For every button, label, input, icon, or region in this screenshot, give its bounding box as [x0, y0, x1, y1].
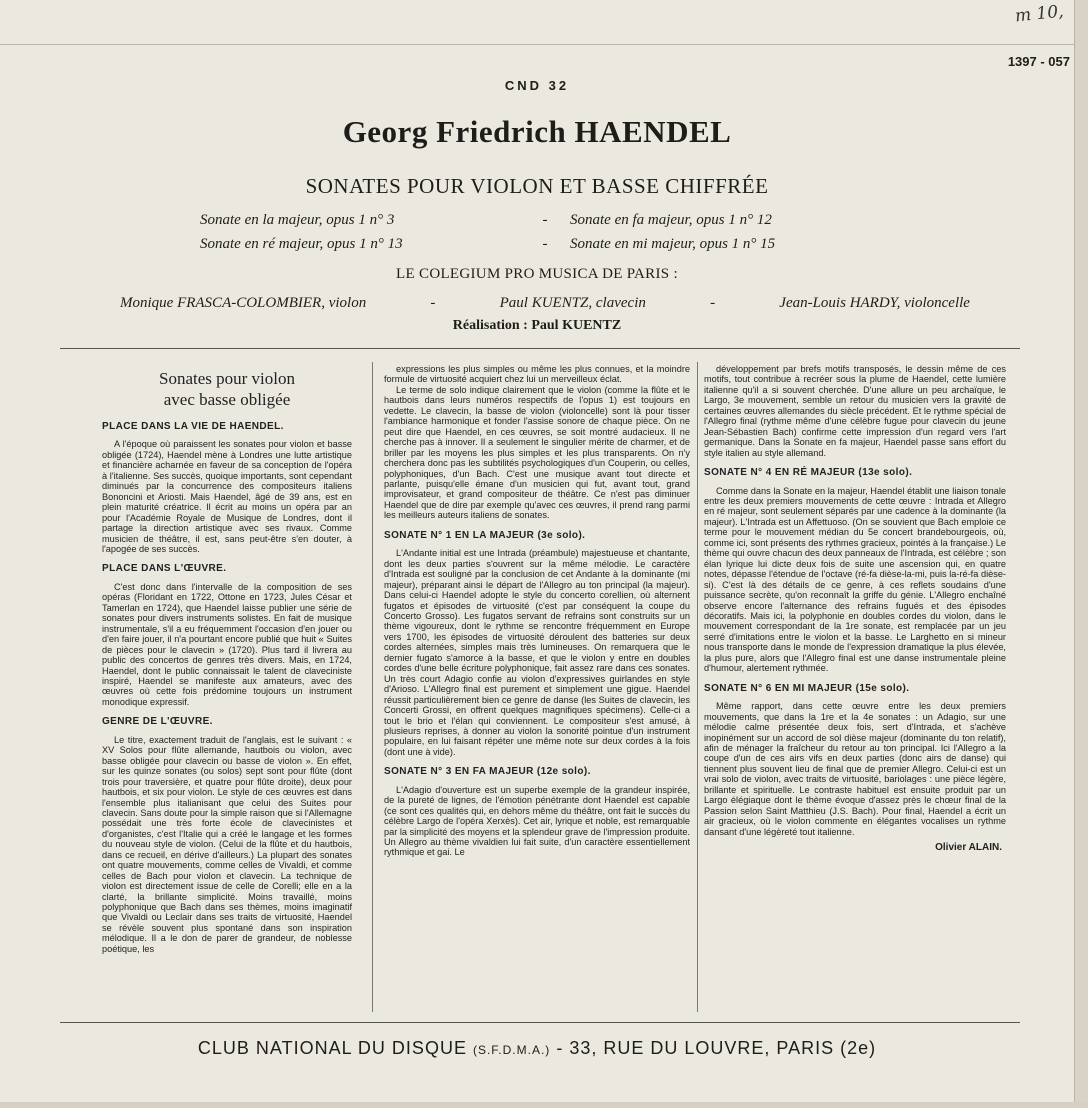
- performer-harpsichord: Paul KUENTZ, clavecin: [499, 295, 646, 311]
- composer-title: Georg Friedrich HAENDEL: [342, 114, 732, 149]
- publisher-name: CLUB NATIONAL DU DISQUE: [197, 1038, 467, 1058]
- realisation-credit: Réalisation : Paul KUENTZ: [452, 318, 622, 333]
- liner-notes-column-1: [102, 364, 352, 954]
- section-text: Même rapport, dans cette œuvre entre les deux premiers mouvements, que dans la 1re et la 4e sonates : un Adagio, sur une mélodie calme présentée deux fois, sert d'Intrada, et s'achève inopinément sur un accord de sol dièse majeur (dominante du ton relatif), afin de ménager la fraîcheur du retour au ton principal. Ici l'Allegro a la coupe d'un de ces airs vifs en deux parties (donc airs de danse) qui tiennent plus souvent lieu de final que de premier Allegro. Celui-ci est un vrai solo de violon, avec traits de virtuosité, bariolages : une pièce légère, brillante et spirituelle. Le contraste habituel est ensuite produit par un Largo élégiaque dont le thème évoque d'assez près le chœur final de la Passion selon Saint Matthieu (J.S. Bach). Pour final, Haendel a écrit un air gracieux, où le violon commente en élégantes vocalises un rythme dansant d'une légèreté tout italienne.: [704, 701, 1006, 837]
- work-subtitle: SONATES POUR VIOLON ET BASSE CHIFFRÉE: [305, 174, 769, 198]
- section-text: Comme dans la Sonate en la majeur, Haendel établit une liaison tonale entre les deux premiers mouvements de cette œuvre : Intrada et Allegro en ré majeur, sont seulement séparés par une cadence à la dominante (la majeur). L'Intrada est un Affettuoso. (On se souvient que Bach emploie ce terme pour le mouvement médian du 5e concert brandebourgeois, où, comme ici, sont présents des rythmes gracieux, pointés à la française.) Le thème qui ouvre chacun des deux panneaux de l'Intrada, est célèbre ; son élan lyrique lui dicte deux fois de suite une ascension qui, en quatre notes, dépasse l'étendue de l'octave (ré-fa dièse-la-mi, puis la-ré-fa dièse-si). C'est là des détails de ce genre, à ces reflets soudains d'une puissance secrète, qu'on reconnaît la griffe du génie. L'Allegro enchaîné observe encore l'alternance des refrains fugués et des épisodes décoratifs. Mais ici, la polyphonie en doubles cordes du violon, dans le mouvement correspondant de la 1re sonate, est remplacée par un jeu serré d'imitations entre le violon et la basse. Le Larghetto en si mineur nous transporte dans le monde de l'expression dramatique la plus élevée, la plus pure, alors que l'Allegro final est une danse instrumentale pleine d'humour, alertement rythmée.: [704, 485, 1006, 674]
- handwritten-mark: m 10,: [1014, 1, 1065, 27]
- sonata-title: Sonate en ré majeur, opus 1 n° 13: [200, 236, 403, 252]
- column-divider: [372, 362, 373, 1012]
- section-heading: SONATE N° 3 EN FA MAJEUR (12e solo).: [384, 766, 591, 778]
- section-heading: SONATE N° 1 EN LA MAJEUR (3e solo).: [384, 529, 586, 541]
- section-heading: SONATE N° 4 EN RÉ MAJEUR (13e solo).: [704, 467, 913, 479]
- section-heading: SONATE N° 6 EN MI MAJEUR (15e solo).: [704, 682, 910, 694]
- sonata-list: [200, 208, 900, 256]
- sleeve-bottom-edge: [0, 1102, 1088, 1108]
- footer-rule: [60, 1022, 1020, 1023]
- performer-violin: Monique FRASCA-COLOMBIER, violon: [120, 295, 367, 311]
- separator: -: [710, 295, 716, 311]
- liner-notes-column-2: [384, 364, 690, 858]
- section-text: Le titre, exactement traduit de l'anglais, est le suivant : « XV Solos pour flûte allemande, hautbois ou violon, avec basse obligée pour clavecin ou basse de violon ». En effet, sur les quinze sonates (ou solos) sept sont pour flûte (dont trois pour traversière, et quatre pour flûte droite), deux pour hautbois, et six pour violon. Le style de ces œuvres est dans l'ensemble plus italianisant que celui des Suites pour clavecin. Sans doute pour la simple raison que si l'Allemagne possédait une très forte école de clavecinistes et d'organistes, c'est l'Italie qui a créé le langage et les formes du nouveau style de violon. (Celui de la flûte et du hautbois, dans ce recueil, en dérive d'ailleurs.) La plupart des sonates ont quatre mouvements, comme celles de Vivaldi, et comme celles de Bach pour violon et clavecin. La technique de violon est directement issue de celle de Corelli; elle en a la clarté, la brillante simplicité. Moins travaillé, moins polyphonique que Bach dans ses thèmes, moins imaginatif que Vivaldi ou Leclair dans ses traits de virtuosité, Haendel se révèle souvent plus spontané dans son inspiration mélodique. Il a le don de parer de grandeur, de noblesse poétique, les: [102, 734, 352, 954]
- sonata-row: [200, 232, 900, 256]
- separator: -: [542, 212, 548, 228]
- publisher-footer: [0, 1038, 1074, 1059]
- header-rule: [60, 348, 1020, 349]
- publisher-society: (S.F.D.M.A.): [472, 1043, 551, 1057]
- catalog-number: CND 32: [504, 78, 570, 93]
- performers: [120, 295, 970, 312]
- separator: -: [430, 295, 436, 311]
- separator: -: [542, 236, 548, 252]
- section-text: développement par brefs motifs transposés, le dessin même de ces motifs, tout contribue à recréer sous la plume de Haendel, cette lumière italienne qu'il a si souvent cherchée. D'une allure un peu archaïque, le Largo, 3e mouvement, semble un retour du musicien vers la gravité de certaines œuvres allemandes du siècle précédent. Et le rythme spécial de l'Allegro final (rythme même d'une célèbre fugue pour clavecin du jeune Jean-Sébastien Bach) confirme cette impression d'un regard vers l'art germanique. Dans la Sonate en fa majeur, Haendel passe sans effort du style italien au style allemand.: [704, 364, 1006, 458]
- section-text: A l'époque où paraissent les sonates pour violon et basse obligée (1724), Haendel mène à Londres une lutte artistique et financière acharnée en faveur de sa conception de l'opéra à l'italienne. Ses succès, quoique importants, sont cependant diminués par la concurrence des compositeurs italiens Bononcini et Ariosti. Mais Haendel, âgé de 39 ans, est en plein maturité créatrice. Il écrit au moins un opéra par an pour l'Académie Royale de Musique de Londres, dont il partage la direction artistique avec ses rivaux. Comme musicien de théâtre, il est, sans peut-être s'en douter, à l'apogée de ses succès.: [102, 439, 352, 554]
- section-heading: PLACE DANS L'ŒUVRE.: [102, 563, 227, 575]
- separator: -: [556, 1038, 564, 1058]
- section-heading: PLACE DANS LA VIE DE HAENDEL.: [102, 421, 284, 432]
- section-text: Le terme de solo indique clairement que le violon (comme la flûte et le hautbois dans leurs numéros respectifs de l'opus 1) est toujours en vedette. Le clavecin, la basse de violon (violoncelle) sont là pour tisser l'ambiance harmonique et fonder l'assise sonore de chaque pièce. On ne peut dire que Haendel, en ces œuvres, se soit montré audacieux. Il ne cherche pas à innover. Il a seulement le singulier mérite de charmer, et de briller par les moyens les plus simples et les plus transparents. On n'y cherchera donc pas les subtilités psychologiques d'un Couperin, ou celles, polyphoniques, d'un Bach. C'est une musique avant tout directe et parlante, puisqu'elle émane d'un musicien qui fut, avant tout, grand improvisateur, et grand compositeur de théâtre. Ce n'est pas diminuer Haendel que de dire par exemple qu'avec ces œuvres, il prend rang parmi les meilleurs auteurs italiens de sonates.: [384, 384, 690, 521]
- author-signature: Olivier ALAIN.: [935, 842, 1002, 854]
- column-divider: [697, 362, 698, 1012]
- publisher-address: 33, RUE DU LOUVRE, PARIS (2e): [569, 1038, 877, 1058]
- catalog-id: 1397 - 057: [1007, 54, 1070, 69]
- sonata-row: [200, 208, 900, 232]
- sonata-title: Sonate en fa majeur, opus 1 n° 12: [570, 212, 772, 228]
- top-divider: [0, 44, 1074, 45]
- section-text: C'est donc dans l'intervalle de la composition de ses opéras (Floridant en 1722, Ottone en 1723, Jules César et Tamerlan en 1724), que Haendel laisse publier une série de sonates pour divers instruments solistes. En fait de musique instrumentale, s'il a eu fréquemment l'occasion d'en jouer ou d'en faire jouer, il n'a pourtant encore publié que huit « Suites de pièces pour le clavecin » (1720). Plus tard il livrera au public des concertos de genres très divers. Mais, en 1724, Haendel, dont le public connaissait le talent de claveciniste inspiré, Haendel se manifeste aux amateurs, avec des œuvres où cette fois prédomine toujours un instrument monodique expressif.: [102, 581, 352, 707]
- section-text: L'Andante initial est une Intrada (préambule) majestueuse et chantante, dont les deux parties s'ouvrent sur la même mélodie. Le caractère d'Intrada est souligné par la conclusion de cet Andante à la dominante (mi majeur), préparant ainsi le départ de l'Allegro au ton principal (la majeur). Dans celui-ci Haendel adopte le style du concerto corellien, où alternent fugatos et épisodes de virtuosité (c'est par conséquent la coupe du Concerto Grosso). Les fugatos servant de refrains sont construits sur un thème vigoureux, dont le rythme se rencontre fréquemment en Europe vers 1700, les épisodes de virtuosité déroulent des batteries sur deux cordes alternées, simples mais très lumineuses. On remarquera que le dernier fugato s'amorce à la basse, et que le violon y entre en doubles cordes d'une belle écriture polyphonique, fait assez rare dans ces sonates. Un très court Adagio confie au violon d'expressives guirlandes en style d'Arioso. L'Allegro final est purement et simplement une gigue. Haendel réussit particulièrement bien ce genre de danse (les Suites de clavecin, les Concerti Grossi, en offrent quelques magnifiques spécimens). Celle-ci a tout le brio et l'élan qui conviennent. Le compositeur s'est amusé, à plusieurs reprises, à donner au violon la sonorité pointue d'un instrument populaire, en lui faisant répéter une même note sur deux cordes à la fois (dont une à vide).: [384, 548, 690, 757]
- section-heading: GENRE DE L'ŒUVRE.: [102, 716, 213, 728]
- sleeve-edge: [1074, 0, 1088, 1108]
- section-text: expressions les plus simples ou même les plus connues, et la moindre formule de virtuosité acquiert chez lui un merveilleux éclat.: [384, 364, 690, 385]
- liner-notes-column-3: [704, 364, 1006, 853]
- sonata-title: Sonate en la majeur, opus 1 n° 3: [200, 212, 395, 228]
- notes-title: Sonates pour violon avec basse obligée: [159, 369, 295, 409]
- section-text: L'Adagio d'ouverture est un superbe exemple de la grandeur inspirée, de la pureté de lignes, de l'émotion pénétrante dont Haendel est capable (ce sont ces qualités qui, en dehors même du théâtre, ont fait le succès du célèbre Largo de l'opéra Xerxès). Cet air, lyrique et noble, est remarquable par la simplicité des moyens et la splendeur grave de l'impression produite. Un Allegro au thème vivaldien lui fait suite, d'un caractère essentiellement rythmique et gai. Le: [384, 784, 690, 858]
- performer-cello: Jean-Louis HARDY, violoncelle: [779, 295, 970, 311]
- sonata-title: Sonate en mi majeur, opus 1 n° 15: [570, 236, 776, 252]
- ensemble-name: LE COLEGIUM PRO MUSICA DE PARIS :: [396, 266, 678, 282]
